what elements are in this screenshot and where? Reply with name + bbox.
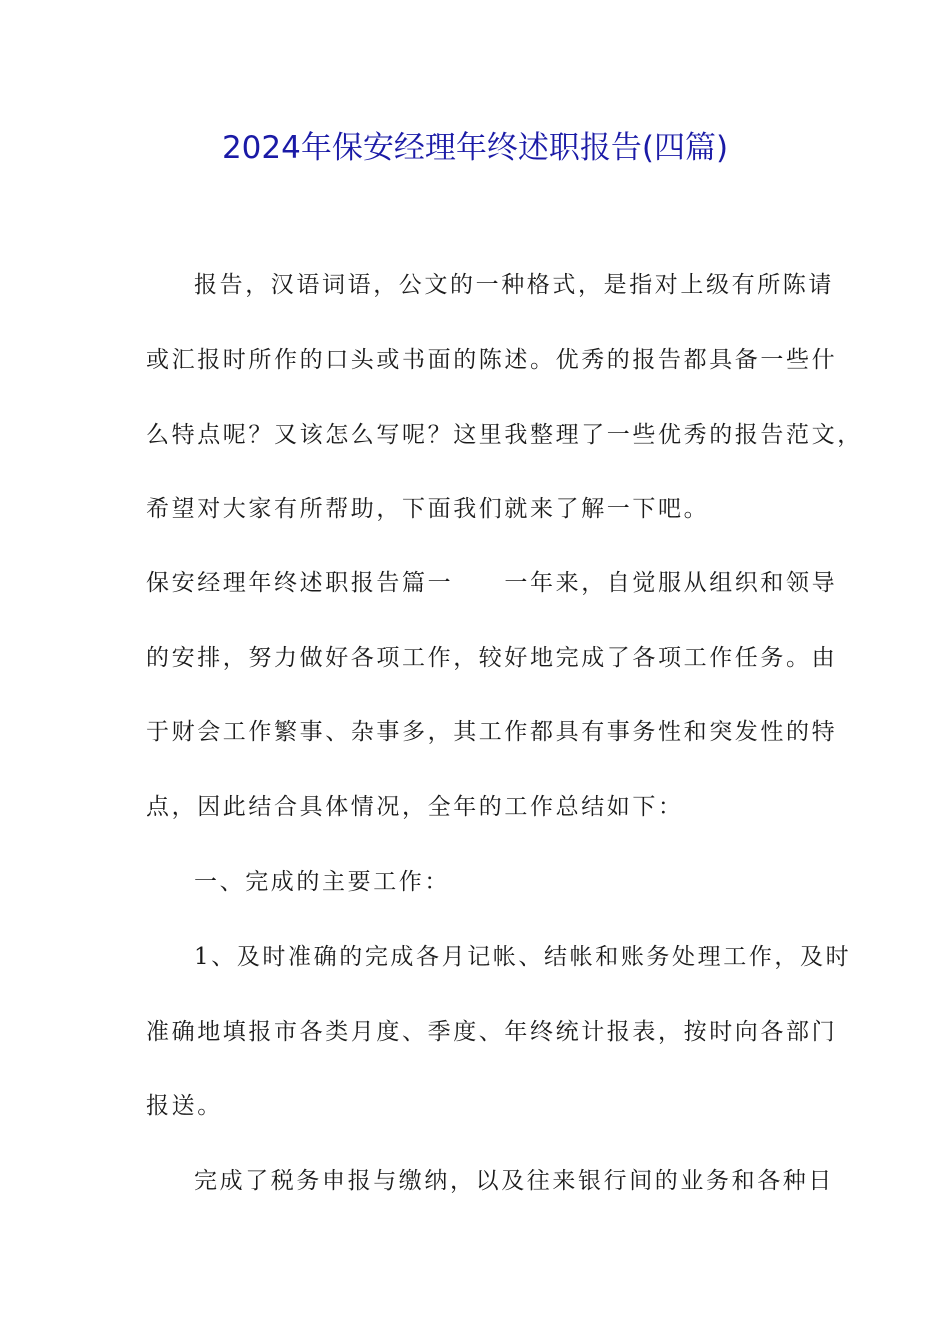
paragraph-line: 的安排，努力做好各项工作，较好地完成了各项工作任务。由 bbox=[146, 645, 838, 671]
paragraph-line: 希望对大家有所帮助，下面我们就来了解一下吧。 bbox=[146, 496, 710, 522]
paragraph-line: 么特点呢？又该怎么写呢？这里我整理了一些优秀的报告范文， bbox=[146, 422, 863, 448]
paragraph-line: 准确地填报市各类月度、季度、年终统计报表，按时向各部门 bbox=[146, 1019, 838, 1045]
paragraph-line: 1、及时准确的完成各月记帐、结帐和账务处理工作，及时 bbox=[194, 944, 852, 970]
section-heading: 一、完成的主要工作： bbox=[194, 869, 450, 895]
paragraph-line: 报告，汉语词语，公文的一种格式，是指对上级有所陈请 bbox=[194, 272, 834, 298]
paragraph-line: 或汇报时所作的口头或书面的陈述。优秀的报告都具备一些什 bbox=[146, 347, 838, 373]
paragraph-line: 保安经理年终述职报告篇一 一年来，自觉服从组织和领导 bbox=[146, 570, 838, 596]
paragraph-line: 报送。 bbox=[146, 1093, 223, 1119]
paragraph-line: 于财会工作繁事、杂事多，其工作都具有事务性和突发性的特 bbox=[146, 719, 838, 745]
document-title: 2024年保安经理年终述职报告(四篇) bbox=[221, 130, 729, 166]
paragraph-line: 完成了税务申报与缴纳，以及往来银行间的业务和各种日 bbox=[194, 1168, 834, 1194]
paragraph-line: 点，因此结合具体情况，全年的工作总结如下： bbox=[146, 794, 684, 820]
